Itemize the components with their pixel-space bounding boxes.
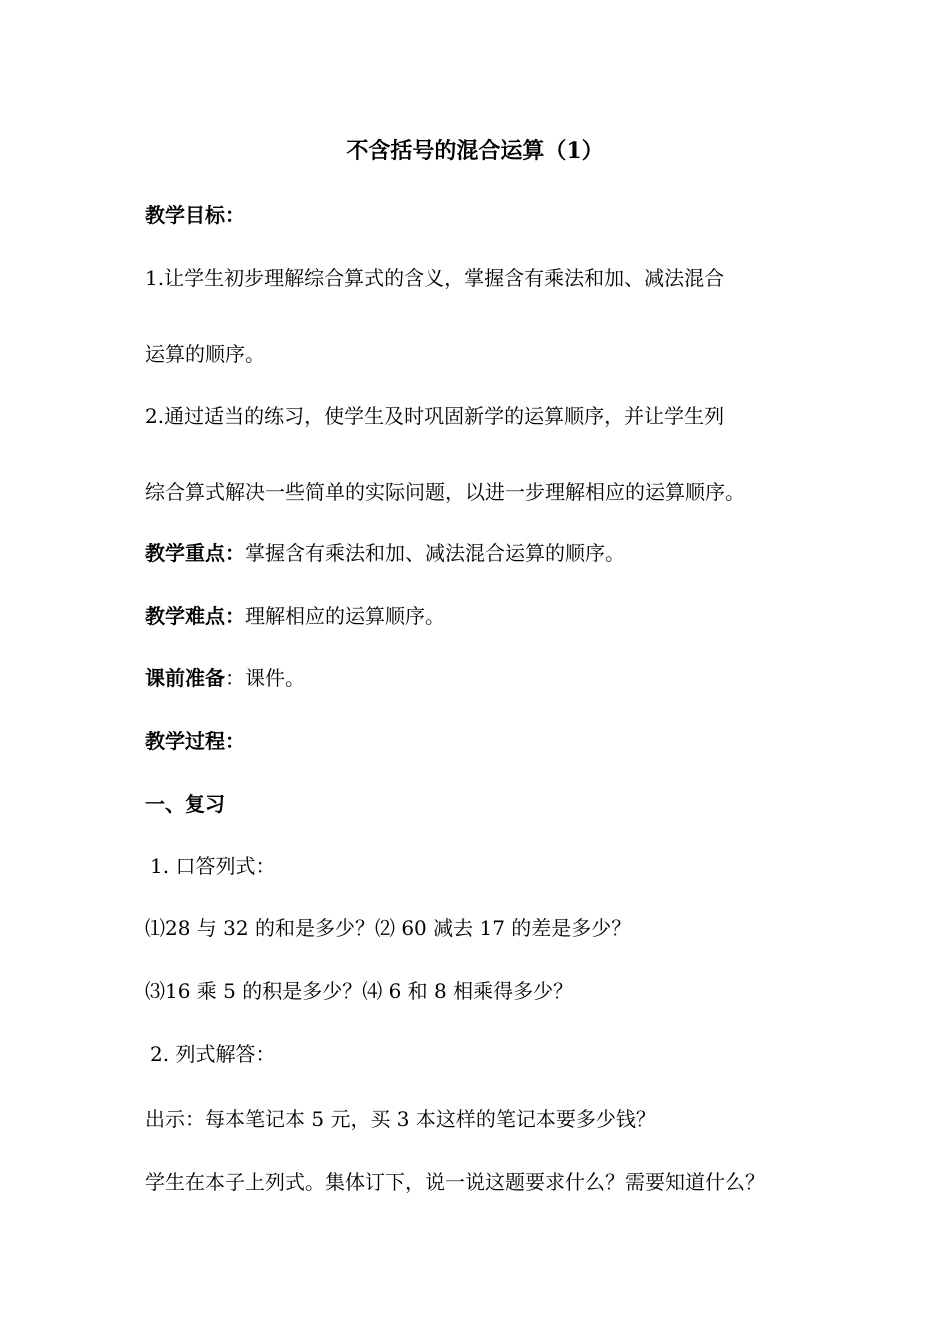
preparation-paragraph xyxy=(145,664,305,692)
keypoint-paragraph xyxy=(145,539,625,567)
review2-note: 学生在本子上列式。集体订下，说一说这题要求什么？需要知道什么？ xyxy=(145,1170,765,1194)
keypoint-label: 教学重点： xyxy=(145,541,245,565)
difficulty-text: 理解相应的运算顺序。 xyxy=(245,604,445,628)
review1-question-line2: ⑶16 乘 5 的积是多少？⑷ 6 和 8 相乘得多少？ xyxy=(145,979,574,1003)
process-heading: 教学过程： xyxy=(145,729,245,753)
difficulty-label: 教学难点： xyxy=(145,604,245,628)
objectives-heading: 教学目标： xyxy=(145,203,245,227)
objective1-line1: 1.让学生初步理解综合算式的含义，掌握含有乘法和加、减法混合 xyxy=(145,266,725,290)
review1-question-line1: ⑴28 与 32 的和是多少？⑵ 60 减去 17 的差是多少？ xyxy=(145,916,632,940)
document-title: 不含括号的混合运算（1） xyxy=(346,138,604,164)
keypoint-text: 掌握含有乘法和加、减法混合运算的顺序。 xyxy=(245,541,625,565)
preparation-text: ：课件。 xyxy=(225,666,305,690)
review1-heading: 1. 口答列式： xyxy=(150,854,276,878)
difficulty-paragraph xyxy=(145,602,445,630)
objective1-line2: 运算的顺序。 xyxy=(145,342,265,366)
review2-heading: 2. 列式解答： xyxy=(150,1042,276,1066)
review2-show: 出示：每本笔记本 5 元，买 3 本这样的笔记本要多少钱？ xyxy=(145,1107,656,1131)
objective2-line2: 综合算式解决一些简单的实际问题，以进一步理解相应的运算顺序。 xyxy=(145,480,745,504)
objective2-line1: 2.通过适当的练习，使学生及时巩固新学的运算顺序，并让学生列 xyxy=(145,404,725,428)
section1-heading: 一、复习 xyxy=(145,792,225,816)
preparation-label: 课前准备 xyxy=(145,666,225,690)
